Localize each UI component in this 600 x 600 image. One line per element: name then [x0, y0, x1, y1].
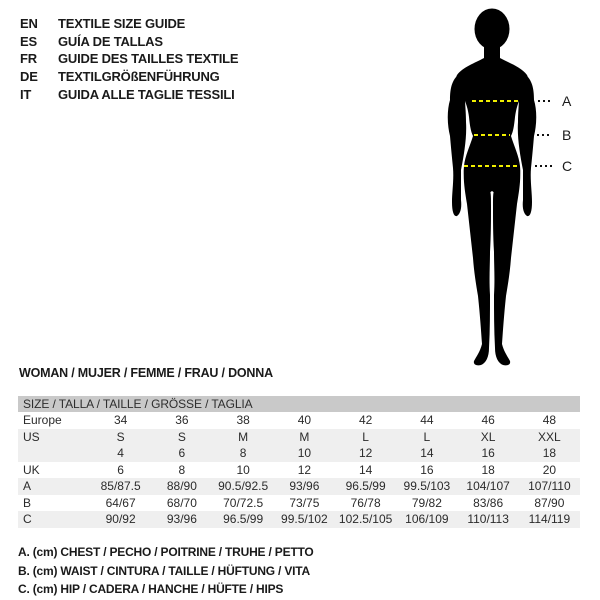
- table-cell: M: [238, 429, 249, 444]
- table-cell: 104/107: [466, 479, 510, 494]
- woman-silhouette-figure: [435, 0, 600, 372]
- table-row: [18, 412, 580, 429]
- language-title: GUIDE DES TAILLES TEXTILE: [58, 51, 239, 67]
- table-cell: 38: [236, 413, 250, 428]
- silhouette-neck: [484, 40, 500, 62]
- language-code: FR: [20, 51, 37, 67]
- table-row: [18, 511, 580, 528]
- language-list: [20, 15, 238, 103]
- row-label: UK: [23, 462, 40, 477]
- table-cell: 107/110: [528, 479, 571, 494]
- language-code: IT: [20, 86, 32, 102]
- marker-label-b: B: [562, 127, 572, 143]
- table-cell: 96.5/99: [223, 512, 264, 527]
- table-cell: XXL: [538, 429, 561, 444]
- table-cell: L: [423, 429, 431, 444]
- silhouette-left-arm: [448, 74, 466, 216]
- table-cell: 6: [117, 462, 124, 477]
- table-cell: 93/96: [166, 512, 197, 527]
- table-row: [18, 429, 580, 446]
- table-row: [18, 462, 580, 479]
- row-label: US: [23, 429, 40, 444]
- language-title: GUÍA DE TALLAS: [58, 33, 163, 49]
- language-row: [20, 85, 238, 103]
- legend-line: B. (cm) WAIST / CINTURA / TAILLE / HÜFTUNG / VITA: [18, 563, 310, 578]
- table-cell: 4: [117, 446, 124, 461]
- table-cell: 68/70: [166, 495, 197, 510]
- measurement-legend: [18, 543, 314, 599]
- table-cell: 6: [178, 446, 186, 461]
- table-cell: 106/109: [405, 512, 449, 527]
- silhouette-left-leg: [464, 168, 491, 365]
- language-row: [20, 33, 238, 51]
- table-cell: 83/86: [473, 495, 504, 510]
- table-cell: 96.5/99: [345, 479, 386, 494]
- size-table-header: SIZE / TALLA / TAILLE / GRÖSSE / TAGLIA: [18, 396, 580, 412]
- marker-label-a: A: [562, 93, 572, 109]
- silhouette-torso: [456, 58, 528, 197]
- language-code: ES: [20, 33, 37, 49]
- table-cell: 87/90: [534, 495, 565, 510]
- table-cell: XL: [480, 429, 496, 444]
- language-row: [20, 68, 238, 86]
- table-cell: 10: [236, 462, 250, 477]
- table-cell: 14: [358, 462, 373, 477]
- table-cell: 90.5/92.5: [218, 479, 269, 494]
- table-cell: 76/78: [350, 495, 381, 510]
- row-label: A: [23, 479, 32, 494]
- table-cell: 12: [297, 462, 312, 477]
- table-cell: 114/119: [528, 512, 571, 527]
- table-cell: S: [177, 429, 186, 444]
- language-code: EN: [20, 16, 38, 32]
- size-table-body: [18, 412, 580, 528]
- marker-label-c: C: [562, 158, 573, 174]
- table-cell: 64/67: [105, 495, 136, 510]
- table-cell: 12: [358, 446, 373, 461]
- table-cell: 99.5/102: [281, 512, 328, 527]
- table-cell: 48: [542, 413, 557, 428]
- language-row: [20, 50, 238, 68]
- language-title: GUIDA ALLE TAGLIE TESSILI: [58, 86, 235, 102]
- table-cell: 8: [239, 446, 247, 461]
- table-cell: 16: [481, 446, 495, 461]
- row-label: B: [23, 495, 32, 510]
- row-label: Europe: [23, 413, 62, 428]
- table-cell: 73/75: [289, 495, 320, 510]
- table-cell: 90/92: [105, 512, 136, 527]
- table-cell: 40: [297, 413, 312, 428]
- table-cell: 110/113: [467, 512, 509, 527]
- table-cell: 70/72.5: [223, 495, 264, 510]
- table-cell: 102.5/105: [338, 512, 393, 527]
- table-cell: 8: [178, 462, 186, 477]
- table-row: [18, 445, 580, 462]
- table-row: [18, 495, 580, 512]
- table-cell: 88/90: [166, 479, 197, 494]
- table-cell: 36: [175, 413, 189, 428]
- table-cell: 14: [420, 446, 434, 461]
- size-table: [18, 396, 580, 528]
- table-cell: 18: [481, 462, 495, 477]
- row-label: C: [23, 512, 32, 527]
- silhouette-right-leg: [493, 168, 520, 365]
- table-cell: M: [299, 429, 310, 444]
- language-title: TEXTILGRÖßENFÜHRUNG: [58, 69, 220, 85]
- table-cell: 85/87.5: [100, 479, 141, 494]
- table-cell: 99.5/103: [403, 479, 451, 494]
- table-cell: 10: [297, 446, 312, 461]
- language-code: DE: [20, 69, 38, 85]
- table-cell: 93/96: [289, 479, 320, 494]
- gender-heading: WOMAN / MUJER / FEMME / FRAU / DONNA: [19, 366, 273, 380]
- table-cell: 34: [113, 413, 128, 428]
- table-cell: 18: [542, 446, 557, 461]
- table-cell: 20: [542, 462, 557, 477]
- legend-line: C. (cm) HIP / CADERA / HANCHE / HÜFTE / HIPS: [18, 582, 284, 597]
- body-measurement-figure: [435, 0, 600, 372]
- table-cell: 16: [420, 462, 434, 477]
- table-cell: L: [362, 429, 369, 444]
- silhouette-right-arm: [518, 74, 536, 216]
- language-row: [20, 15, 238, 33]
- table-cell: 79/82: [411, 495, 442, 510]
- table-cell: 44: [420, 413, 434, 428]
- table-cell: 46: [481, 413, 495, 428]
- table-cell: 42: [358, 413, 373, 428]
- table-row: [18, 478, 580, 495]
- language-title: TEXTILE SIZE GUIDE: [58, 16, 186, 32]
- table-cell: S: [116, 429, 125, 444]
- legend-line: A. (cm) CHEST / PECHO / POITRINE / TRUHE / PETTO: [18, 545, 314, 559]
